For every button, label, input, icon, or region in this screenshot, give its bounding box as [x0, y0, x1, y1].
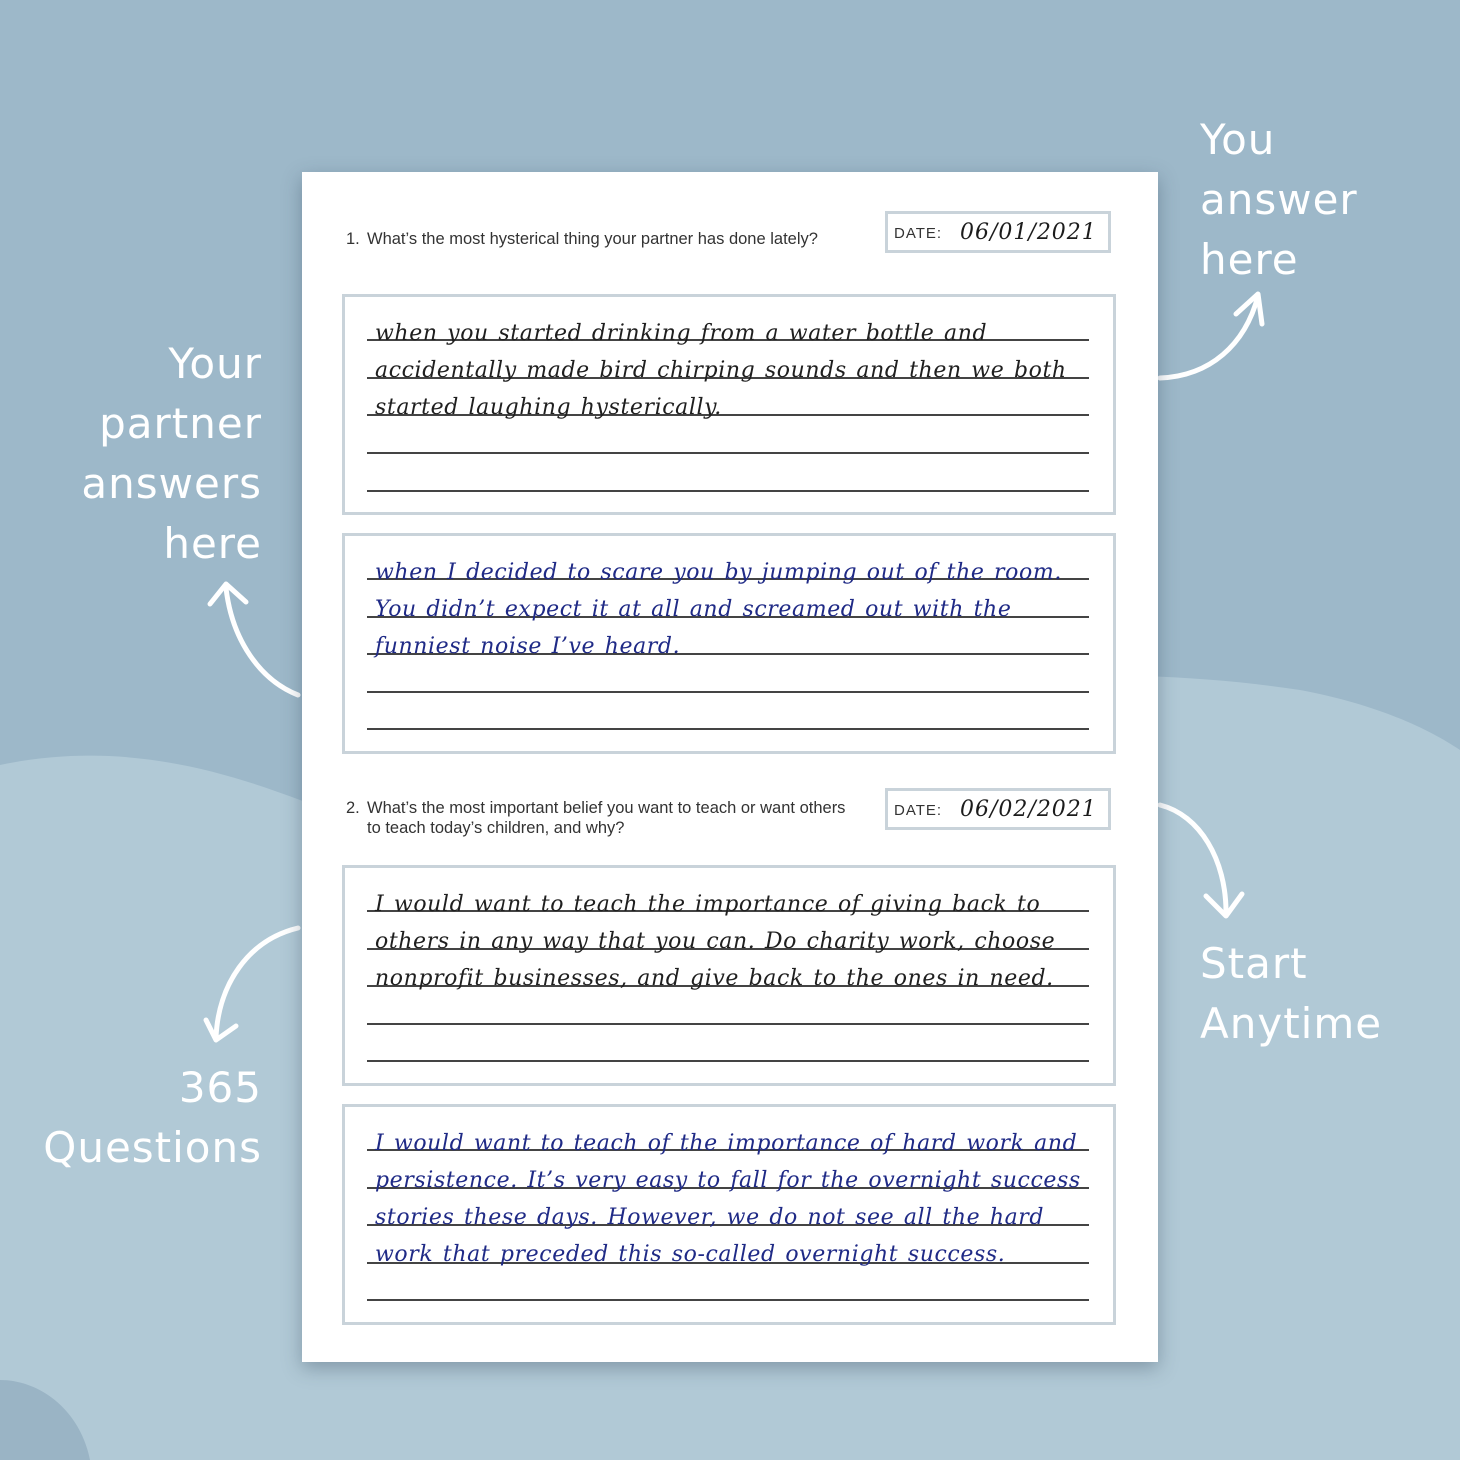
date-label: DATE:: [894, 802, 943, 819]
label-line: 365: [178, 1063, 262, 1112]
date-label: DATE:: [894, 225, 943, 242]
rule-line: [367, 691, 1089, 693]
rule-line: [367, 1060, 1089, 1062]
label-line: Questions: [43, 1123, 262, 1172]
label-line: You: [1200, 115, 1276, 164]
partner-answer-text: when I decided to scare you by jumping out of the room. You didn’t expect it at all and screamed out with the funniest noise I’ve heard.: [375, 560, 1062, 659]
date-value: 06/01/2021: [960, 220, 1097, 245]
question-text: What’s the most hysterical thing your partner has done lately?: [367, 230, 818, 248]
rule-line: [367, 1299, 1089, 1301]
date-value: 06/02/2021: [960, 797, 1097, 822]
question-number: 1.: [346, 230, 360, 248]
question-2: [346, 798, 846, 838]
journal-page: [302, 172, 1158, 1362]
label-line: Start: [1200, 939, 1308, 988]
partner-answers-here-label: [81, 334, 262, 574]
label-line: answer: [1200, 175, 1358, 224]
partner-answer-box[interactable]: [342, 1104, 1116, 1325]
label-line: partner: [99, 399, 262, 448]
question-text: What’s the most important belief you want to teach or want others to teach today’s children, and why?: [367, 799, 846, 837]
rule-line: [367, 728, 1089, 730]
rule-line: [367, 490, 1089, 492]
your-answer-text: when you started drinking from a water bottle and accidentally made bird chirping sounds and then we both started laughing hysterically.: [375, 321, 1067, 420]
label-line: Anytime: [1200, 999, 1383, 1048]
label-line: here: [163, 519, 262, 568]
rule-line: [367, 1023, 1089, 1025]
your-answer-box[interactable]: [342, 865, 1116, 1086]
your-answer-text: I would want to teach the importance of giving back to others in any way that you can. Do charity work, choose nonprofit businesses, and give back to the ones in need.: [375, 892, 1056, 991]
date-box[interactable]: [885, 211, 1111, 253]
start-anytime-label: [1200, 934, 1382, 1054]
your-answer-box[interactable]: [342, 294, 1116, 515]
question-number: 2.: [346, 799, 360, 817]
label-line: here: [1200, 235, 1299, 284]
label-line: Your: [168, 339, 262, 388]
365-questions-label: [43, 1058, 262, 1178]
label-line: answers: [81, 459, 262, 508]
rule-line: [367, 452, 1089, 454]
question-1: [346, 229, 846, 249]
date-box[interactable]: [885, 788, 1111, 830]
partner-answer-box[interactable]: [342, 533, 1116, 754]
partner-answer-text: I would want to teach of the importance of hard work and persistence. It’s very easy to fall for the overnight success stories these days. However, we do not see all the hard work that preceded this so-called overnight success.: [375, 1131, 1081, 1267]
you-answer-here-label: [1200, 110, 1358, 290]
